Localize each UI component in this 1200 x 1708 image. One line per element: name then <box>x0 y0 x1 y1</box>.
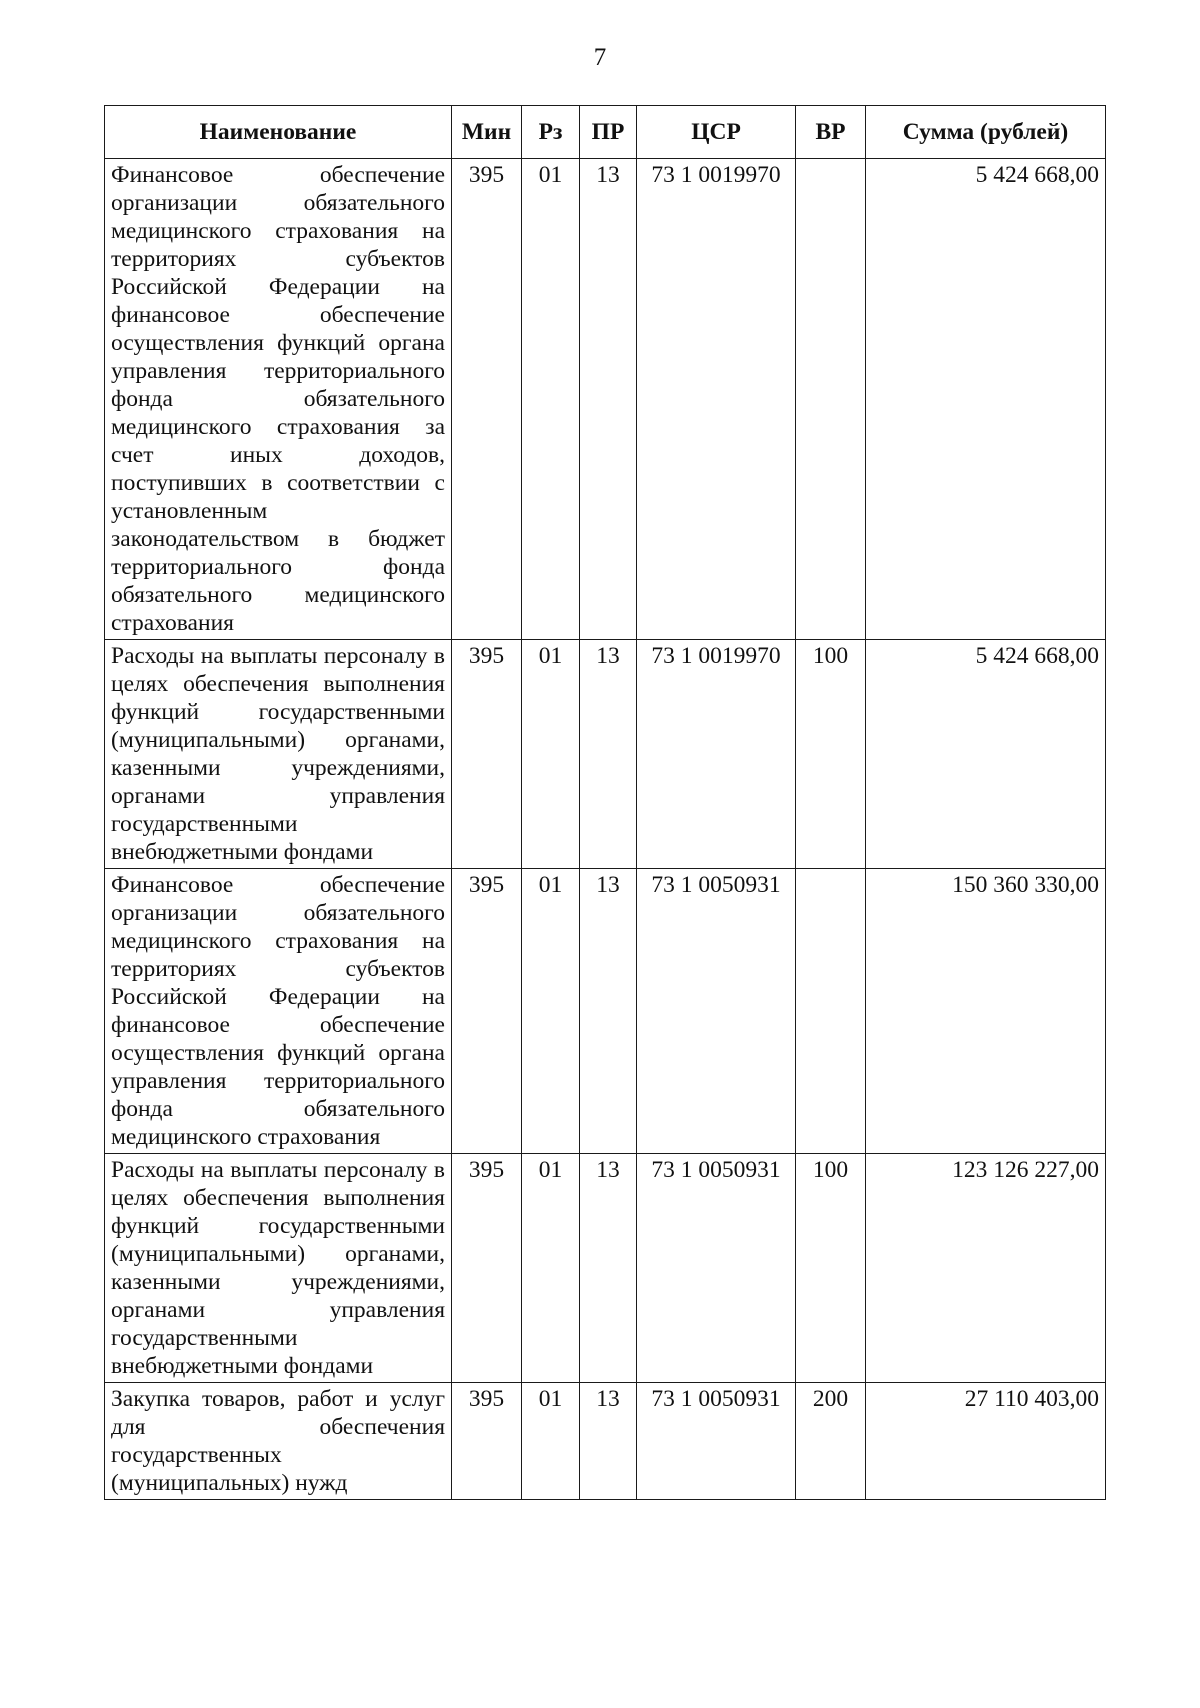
cell-pr: 13 <box>580 1154 637 1383</box>
table-header <box>105 106 1106 159</box>
cell-rz: 01 <box>522 159 580 640</box>
cell-sum: 27 110 403,00 <box>866 1383 1106 1500</box>
header-csr: ЦСР <box>637 106 796 159</box>
table-body <box>105 159 1106 1500</box>
cell-rz: 01 <box>522 640 580 869</box>
header-pr: ПР <box>580 106 637 159</box>
cell-vr <box>796 869 866 1154</box>
page-number: 7 <box>593 44 607 71</box>
header-row <box>105 106 1106 159</box>
cell-csr: 73 1 0050931 <box>637 1154 796 1383</box>
cell-min: 395 <box>452 1383 522 1500</box>
cell-min: 395 <box>452 640 522 869</box>
table-row <box>105 869 1106 1154</box>
cell-sum: 5 424 668,00 <box>866 159 1106 640</box>
cell-vr: 100 <box>796 640 866 869</box>
cell-pr: 13 <box>580 1383 637 1500</box>
cell-vr: 100 <box>796 1154 866 1383</box>
cell-csr: 73 1 0019970 <box>637 159 796 640</box>
cell-rz: 01 <box>522 869 580 1154</box>
cell-min: 395 <box>452 1154 522 1383</box>
header-sum: Сумма (рублей) <box>866 106 1106 159</box>
cell-csr: 73 1 0019970 <box>637 640 796 869</box>
budget-table <box>104 105 1106 1500</box>
cell-vr: 200 <box>796 1383 866 1500</box>
cell-sum: 123 126 227,00 <box>866 1154 1106 1383</box>
header-rz: Рз <box>522 106 580 159</box>
table-row <box>105 640 1106 869</box>
cell-sum: 5 424 668,00 <box>866 640 1106 869</box>
cell-name: Расходы на выплаты персоналу в целях обеспечения выполнения функций государственными (муниципальными) органами, казенными учреждениями, органами управления государственными внебюджетными фондами <box>105 640 452 869</box>
cell-pr: 13 <box>580 159 637 640</box>
table-row <box>105 1383 1106 1500</box>
cell-sum: 150 360 330,00 <box>866 869 1106 1154</box>
cell-name: Финансовое обеспечение организации обязательного медицинского страхования на территориях субъектов Российской Федерации на финансовое обеспечение осуществления функций органа управления территориального фонда обязательного медицинского страхования за счет иных доходов, поступивших в соответствии с установленным законодательством в бюджет территориального фонда обязательного медицинского страхования <box>105 159 452 640</box>
cell-pr: 13 <box>580 869 637 1154</box>
cell-name: Финансовое обеспечение организации обязательного медицинского страхования на территориях субъектов Российской Федерации на финансовое обеспечение осуществления функций органа управления территориального фонда обязательного медицинского страхования <box>105 869 452 1154</box>
cell-csr: 73 1 0050931 <box>637 869 796 1154</box>
cell-min: 395 <box>452 869 522 1154</box>
cell-vr <box>796 159 866 640</box>
cell-name: Закупка товаров, работ и услуг для обеспечения государственных (муниципальных) нужд <box>105 1383 452 1500</box>
cell-pr: 13 <box>580 640 637 869</box>
table-row <box>105 159 1106 640</box>
cell-rz: 01 <box>522 1154 580 1383</box>
table-row <box>105 1154 1106 1383</box>
cell-min: 395 <box>452 159 522 640</box>
header-min: Мин <box>452 106 522 159</box>
header-name: Наименование <box>105 106 452 159</box>
cell-csr: 73 1 0050931 <box>637 1383 796 1500</box>
header-vr: ВР <box>796 106 866 159</box>
cell-rz: 01 <box>522 1383 580 1500</box>
cell-name: Расходы на выплаты персоналу в целях обеспечения выполнения функций государственными (муниципальными) органами, казенными учреждениями, органами управления государственными внебюджетными фондами <box>105 1154 452 1383</box>
